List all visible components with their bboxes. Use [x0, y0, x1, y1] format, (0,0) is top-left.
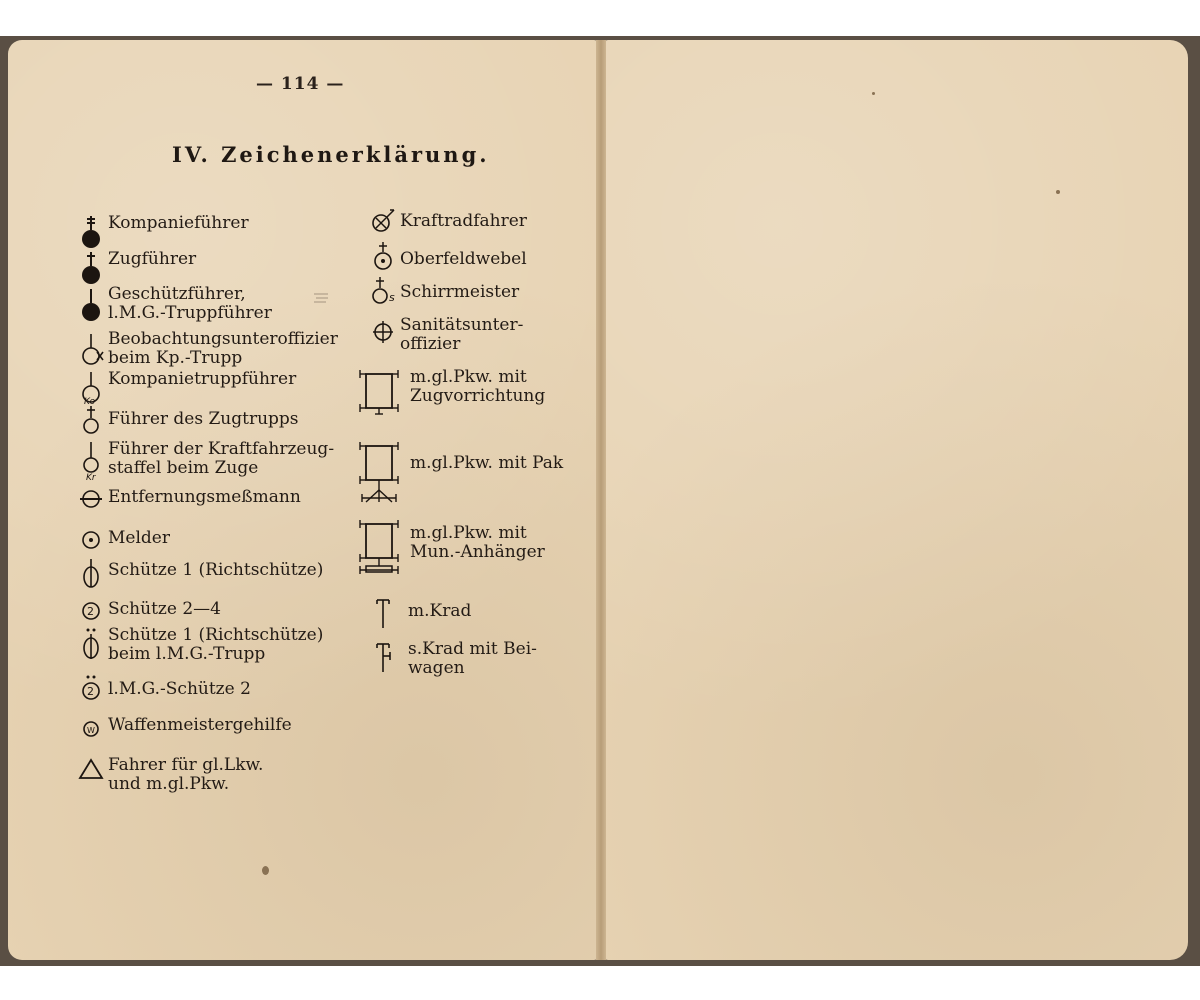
legend-entry: [354, 368, 545, 420]
legend-entry: [78, 330, 338, 368]
circle-dot-plus-icon: [370, 240, 396, 276]
legend-entry: [78, 214, 249, 250]
icon-tag: W: [87, 726, 95, 735]
circle-two-dots-icon: [78, 674, 104, 704]
oval-bar-dots-icon: [78, 626, 104, 662]
legend-entry: [370, 596, 471, 632]
icon-tag: s: [389, 291, 395, 304]
legend-label: m.Krad: [408, 601, 472, 621]
legend-entry: [78, 714, 292, 740]
legend-entry: [78, 394, 299, 436]
legend-label: Schütze 1 (Richtschütze): [108, 560, 324, 580]
legend-entry: [370, 316, 523, 354]
legend-label: Sanitätsunter- offizier: [400, 315, 524, 354]
legend-entry: [370, 640, 537, 678]
circle-bar-icon: [78, 486, 104, 512]
circle-plus-s-icon: [370, 275, 396, 311]
legend-label: Schütze 2—4: [108, 599, 221, 619]
legend-label: Zugführer: [108, 249, 197, 269]
circle-x-arrow-icon: [370, 206, 396, 236]
page-number: — 114 —: [256, 74, 345, 94]
oval-bar-icon: [78, 555, 104, 591]
icon-tag: Ko: [84, 397, 96, 407]
circle-dot-icon: [78, 527, 104, 553]
legend-label: l.M.G.-Schütze 2: [108, 679, 251, 699]
legend-label: Entfernungsmeßmann: [108, 487, 301, 507]
icon-tag: 2: [87, 685, 94, 698]
faint-mark: [312, 290, 332, 309]
legend-label: Beobachtungsunteroffizier beim Kp.-Trupp: [108, 329, 338, 368]
vehicle-trailer-icon: [354, 520, 402, 582]
legend-label: Fahrer für gl.Lkw. und m.gl.Pkw.: [108, 755, 264, 794]
legend-label: Melder: [108, 528, 170, 548]
legend-entry: [370, 275, 519, 311]
legend-label: Waffenmeistergehilfe: [108, 715, 292, 735]
legend-entry: [78, 440, 334, 482]
legend-label: Kompanieführer: [108, 213, 249, 233]
legend-label: Kraftradfahrer: [400, 211, 527, 231]
legend-entry: [354, 520, 545, 582]
legend-entry: [78, 486, 301, 512]
circle-stem-kr-icon: [78, 440, 104, 482]
legend-entry: [78, 626, 323, 664]
legend-entry: [370, 206, 527, 236]
legend-label: s.Krad mit Bei- wagen: [408, 639, 537, 678]
legend-label: Oberfeldwebel: [400, 249, 527, 269]
right-page: [604, 40, 1188, 960]
legend-label: Schirrmeister: [400, 282, 520, 302]
legend-label: m.gl.Pkw. mit Zugvorrichtung: [410, 367, 546, 406]
paper-speck: [872, 92, 875, 95]
legend-entry: [370, 240, 527, 276]
legend-label: Schütze 1 (Richtschütze) beim l.M.G.-Trupp: [108, 625, 324, 664]
circle-crosshair-icon: [370, 316, 396, 352]
section-heading: IV. Zeichenerklärung.: [172, 142, 490, 167]
legend-entry: [78, 756, 263, 794]
paper-speck: [262, 866, 269, 875]
circle-plus-ko-icon: [78, 394, 104, 436]
legend-entry: [78, 674, 251, 704]
circle-cross-side-icon: [78, 330, 104, 366]
legend-label: m.gl.Pkw. mit Mun.-Anhänger: [410, 523, 545, 562]
book-gutter: [596, 40, 606, 960]
legend-label: Kompanietruppführer: [108, 369, 297, 389]
circle-w-icon: [78, 714, 104, 740]
vehicle-tow-icon: [354, 368, 402, 420]
legend-entry: [78, 285, 272, 323]
legend-label: Führer des Zugtrupps: [108, 409, 299, 429]
legend-entry: [78, 555, 323, 591]
paper-speck: [1056, 190, 1060, 194]
legend-entry: [78, 527, 170, 553]
filled-circle-stem-icon: [78, 285, 104, 321]
filled-circle-cross-icon: [78, 214, 104, 250]
legend-entry: [78, 250, 196, 286]
legend-entry: [354, 440, 563, 510]
circle-two-icon: [78, 598, 104, 624]
legend-label: Führer der Kraftfahrzeug- staffel beim Zuge: [108, 439, 335, 478]
triangle-icon: [78, 756, 104, 786]
legend-entry: [78, 598, 221, 624]
legend-label: Geschützführer, l.M.G.-Truppführer: [108, 284, 272, 323]
filled-circle-plus-icon: [78, 250, 104, 286]
vehicle-pak-icon: [354, 440, 402, 510]
motorcycle-icon: [370, 596, 396, 632]
motorcycle-sidecar-icon: [370, 640, 396, 676]
legend-label: m.gl.Pkw. mit Pak: [410, 453, 564, 473]
icon-tag: Kr: [86, 473, 96, 482]
icon-tag: 2: [87, 605, 94, 618]
